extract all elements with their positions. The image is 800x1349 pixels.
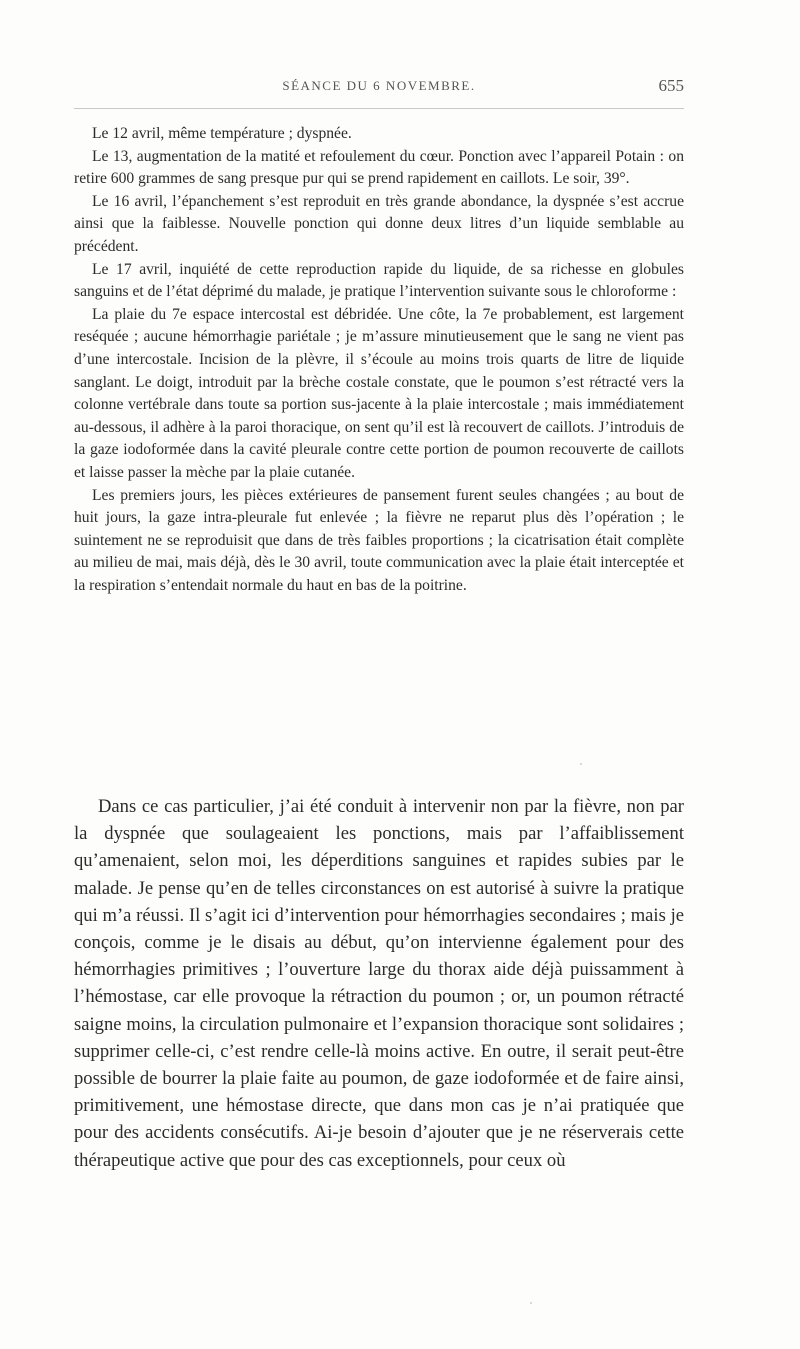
case-paragraph-17-avril: Le 17 avril, inquiété de cette reproduction rapide du liquide, de sa richesse en globules sanguins et de l’état déprimé du malade, je pratique l’intervention suivante sous le chloroforme : [74, 260, 684, 301]
discussion-paragraph: Dans ce cas particulier, j’ai été conduit à intervenir non par la fièvre, non par la dyspnée que soulageaient les ponctions, mais par l’affaiblissement qu’amenaient, selon moi, les déperditions sanguines et rapides subies par le malade. Je pense qu’en de telles circonstances on est autorisé à suivre la pratique qui m’a réussi. Il s’agit ici d’intervention pour hémorrhagies secondaires ; mais je conçois, comme je le disais au début, qu’on intervienne également pour des hémorrhagies primitives ; l’ouverture large du thorax aide déjà puissamment à l’hémostase, car elle provoque la rétraction du poumon ; or, un poumon rétracté saigne moins, la circulation pulmonaire et l’expansion thoracique sont solidaires ; supprimer celle-ci, c’est rendre celle-là moins active. En outre, il serait peut-être possible de bourrer la plaie faite au poumon, de gaze iodoformée et de faire ainsi, primitivement, une hémostase directe, que dans mon cas je n’ai pratiquée que pour des accidents consécutifs. Ai-je besoin d’ajouter que je ne réserverais cette thérapeutique active que pour des cas exceptionnels, pour ceux où [74, 796, 684, 1171]
page-header [74, 78, 684, 102]
case-report-section [74, 123, 684, 597]
case-paragraph-operation: La plaie du 7e espace intercostal est débridée. Une côte, la 7e probablement, est largement reséquée ; aucune hémorrhagie pariétale ; je m’assure minutieusement que le sang ne vient pas d’une intercostale. Incision de la plèvre, il s’écoule au moins trois quarts de litre de liquide sanglant. Le doigt, introduit par la brèche costale constate, que le poumon s’est rétracté vers la colonne vertébrale dans toute sa portion sus-jacente à la plaie intercostale ; mais immédiatement au-dessous, il adhère à la paroi thoracique, on sent qu’il est là recouvert de caillots. J’introduis de la gaze iodoformée dans la cavité pleurale contre cette portion de poumon recouverte de caillots et laisse passer la mèche par la plaie cutanée. [74, 305, 684, 481]
header-rule [74, 108, 684, 109]
case-paragraph-12-avril: Le 12 avril, même température ; dyspnée. [92, 125, 352, 142]
case-paragraph-outcome: Les premiers jours, les pièces extérieures de pansement furent seules changées ; au bout de huit jours, la gaze intra-pleurale fut enlevée ; la fièvre ne reparut plus dès l’opération ; le suintement ne se reproduisit que dans de très faibles proportions ; la cicatrisation était complète au milieu de mai, mais déjà, dès le 30 avril, toute communication avec la plaie était interceptée et la respiration s’entendait normale du haut en bas de la poitrine. [74, 486, 684, 594]
discussion-section [74, 793, 684, 1174]
case-paragraph-13: Le 13, augmentation de la matité et refoulement du cœur. Ponction avec l’appareil Potain : on retire 600 grammes de sang presque pur qui se prend rapidement en caillots. Le soir, 39°. [74, 147, 684, 188]
paper-speck [530, 1302, 532, 1304]
paper-speck [580, 763, 582, 765]
case-paragraph-16-avril: Le 16 avril, l’épanchement s’est reproduit en très grande abondance, la dyspnée s’est accrue ainsi que la faiblesse. Nouvelle ponction qui donne deux litres d’un liquide semblable au précédent. [74, 192, 684, 255]
running-title: SÉANCE DU 6 NOVEMBRE. [282, 78, 476, 93]
page-number: 655 [658, 76, 684, 95]
